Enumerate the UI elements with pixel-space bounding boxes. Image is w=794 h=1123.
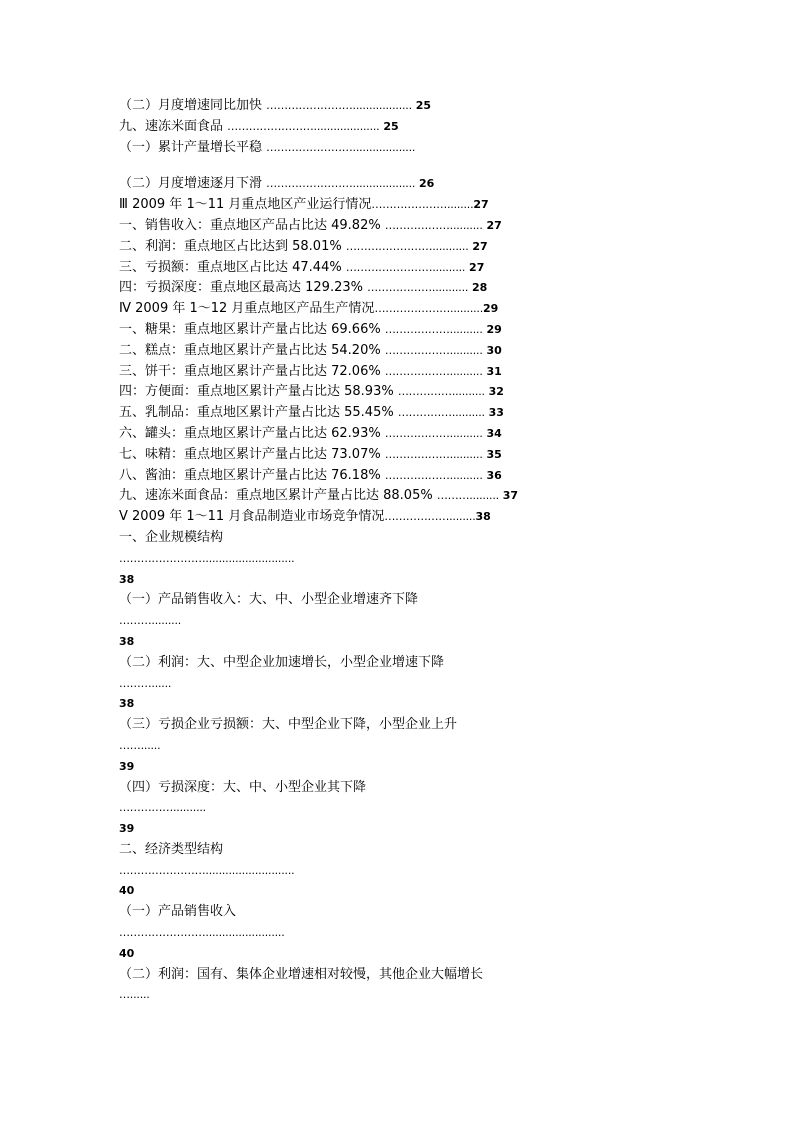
toc-entry-leader: ………………..........	[384, 364, 483, 378]
toc-entry-title: 三、亏损额：重点地区占比达 47.44%	[119, 259, 346, 275]
toc-entry-page-number: 39	[119, 822, 135, 836]
toc-entry	[119, 528, 699, 549]
toc-entry-leader: ………………..........	[384, 343, 483, 357]
toc-entry-title: 三、饼干：重点地区累计产量占比达 72.06%	[119, 363, 385, 379]
toc-entry-page-number: 38	[119, 634, 135, 648]
toc-entry-page-number: 34	[482, 426, 502, 440]
toc-entry	[119, 362, 699, 383]
toc-entry-leader: …......	[119, 988, 150, 1002]
toc-entry-title: （二）利润：国有、集体企业增速相对较慢，其他企业大幅增长	[119, 966, 484, 982]
toc-entry-page-number: 39	[119, 759, 135, 773]
toc-entry	[119, 507, 699, 528]
toc-entry	[119, 403, 699, 424]
toc-entry	[119, 590, 699, 611]
toc-entry	[119, 445, 699, 466]
toc-entry	[119, 840, 699, 861]
toc-entry	[119, 341, 699, 362]
toc-entry	[119, 736, 699, 757]
toc-entry-page-number: 32	[484, 385, 504, 399]
toc-entry-leader: ………………..........	[384, 218, 483, 232]
toc-entry-page-number: 30	[482, 343, 502, 357]
toc-entry-leader: ………………...........	[367, 281, 469, 295]
toc-entry-leader: ……….........	[436, 489, 499, 503]
toc-entry	[119, 778, 699, 799]
toc-entry-leader: ……………………...........................	[119, 551, 295, 565]
toc-entry	[119, 466, 699, 487]
toc-entry-page-number: 36	[482, 468, 502, 482]
toc-entry-leader: ……………………...........................	[119, 863, 295, 877]
toc-entry-leader: ………………..........	[384, 447, 483, 461]
toc-entry-title: 八、酱油：重点地区累计产量占比达 76.18%	[119, 467, 385, 483]
toc-entry-title: 二、经济类型结构	[119, 841, 224, 857]
toc-entry-leader: ……….........	[119, 614, 182, 628]
toc-entry-leader: ………………..........	[384, 426, 483, 440]
toc-entry	[119, 944, 699, 965]
toc-entry-leader: ………………........	[384, 510, 476, 524]
toc-entry-title: 一、销售收入：重点地区产品占比达 49.82%	[119, 217, 385, 233]
toc-entry-page-number: 27	[468, 239, 488, 253]
toc-entry-leader: ………......	[119, 676, 172, 690]
toc-entry-page-number: 40	[119, 884, 135, 898]
toc-entry	[119, 258, 699, 279]
toc-entry-page-number: 25	[411, 99, 432, 112]
toc-entry-title: （二）月度增速同比加快	[119, 98, 267, 113]
toc-entry-page-number: 38	[119, 572, 135, 586]
toc-entry	[119, 96, 699, 117]
toc-entry-page-number: 26	[415, 177, 435, 191]
toc-entry	[119, 486, 699, 507]
toc-entry	[119, 138, 699, 159]
toc-entry-leader: ……......	[119, 738, 161, 752]
toc-entry	[119, 632, 699, 653]
toc-entry-leader: ……………..........	[119, 801, 206, 815]
toc-entry	[119, 653, 699, 674]
toc-entry	[119, 674, 699, 695]
toc-entry-page-number: 35	[482, 447, 502, 461]
toc-entry	[119, 549, 699, 570]
toc-entry-title: 六、罐头：重点地区累计产量占比达 62.93%	[119, 425, 385, 441]
toc-entry-title: 九、速冻米面食品	[119, 118, 228, 134]
toc-entry-page-number: 33	[484, 406, 504, 420]
toc-entry-leader: ……………………........................	[119, 926, 285, 940]
toc-entry-page-number: 40	[119, 946, 135, 960]
toc-entry-title: 二、糕点：重点地区累计产量占比达 54.20%	[119, 342, 385, 358]
toc-entry-title: 九、速冻米面食品：重点地区累计产量占比达 88.05%	[119, 488, 437, 504]
toc-entry-leader: ………………..........	[384, 322, 483, 336]
toc-entry-title: 五、乳制品：重点地区累计产量占比达 55.45%	[119, 405, 398, 421]
toc-entry-leader: …………………..........	[374, 302, 484, 316]
toc-entry-title: 二、利润：重点地区占比达到 58.01%	[119, 238, 346, 254]
toc-entry-leader: ……………………...................	[266, 177, 416, 191]
toc-entry	[119, 278, 699, 299]
toc-entry	[119, 195, 699, 216]
toc-entry	[119, 382, 699, 403]
toc-entry	[119, 881, 699, 902]
toc-entry-title: （三）亏损企业亏损额：大、中型企业下降，小型企业上升	[119, 717, 458, 733]
toc-entry-leader: ……………………..................	[266, 99, 412, 112]
toc-entry-page-number: 38	[119, 697, 135, 711]
toc-entry-title: 一、糖果：重点地区累计产量占比达 69.66%	[119, 321, 385, 337]
toc-entry-title: （一）产品销售收入：大、中、小型企业增速齐下降	[119, 592, 419, 608]
toc-entry-title: 四：亏损深度：重点地区最高达 129.23%	[119, 280, 368, 296]
toc-entry	[119, 715, 699, 736]
toc-entry-page-number: 25	[379, 119, 399, 133]
toc-entry	[119, 902, 699, 923]
toc-entry-title: （四）亏损深度：大、中、小型企业其下降	[119, 779, 367, 795]
toc-entry	[119, 923, 699, 944]
toc-entry-title: （一）产品销售收入	[119, 904, 237, 920]
toc-entry-title: Ⅲ 2009 年 1～11 月重点地区产业运行情况	[119, 197, 372, 213]
toc-entry-title: （二）月度增速逐月下滑	[119, 176, 267, 192]
toc-entry-leader: ……………………..........	[345, 260, 466, 274]
toc-entry-page-number: 28	[468, 281, 488, 295]
toc-entry-page-number: 29	[483, 302, 499, 316]
toc-entry-page-number: 27	[482, 218, 502, 232]
toc-entry-leader: ……………..........	[397, 406, 485, 420]
toc-entry-page-number: 37	[498, 489, 519, 503]
toc-entry-title: 一、企业规模结构	[119, 529, 224, 545]
toc-entry	[119, 299, 699, 320]
toc-entry	[119, 570, 699, 591]
toc-entry-page-number: 27	[465, 260, 485, 274]
toc-entry-page-number: 29	[482, 322, 502, 336]
toc-entry	[119, 965, 699, 986]
toc-entry-leader: ……………………....................	[227, 119, 380, 133]
toc-entry	[119, 861, 699, 882]
toc-entry	[119, 424, 699, 445]
toc-entry-title: 四：方便面：重点地区累计产量占比达 58.93%	[119, 384, 398, 400]
toc-entry-leader: ………………..........	[384, 468, 483, 482]
toc-entry-leader: ……………………...................	[266, 140, 416, 154]
toc-entry-title: （一）累计产量增长平稳	[119, 139, 267, 155]
toc-entry-title: （二）利润：大、中型企业加速增长，小型企业增速下降	[119, 654, 445, 670]
toc-spacer	[119, 158, 699, 174]
toc-entry	[119, 320, 699, 341]
toc-entry	[119, 798, 699, 819]
toc-entry	[119, 174, 699, 195]
toc-entry	[119, 819, 699, 840]
toc-entry-page-number: 31	[482, 364, 502, 378]
toc-entry	[119, 757, 699, 778]
toc-entry-title: 七、味精：重点地区累计产量占比达 73.07%	[119, 446, 385, 462]
toc-entry	[119, 611, 699, 632]
table-of-contents	[119, 96, 699, 1006]
toc-entry-title: Ⅴ 2009 年 1～11 月食品制造业市场竞争情况	[119, 509, 385, 525]
toc-entry	[119, 694, 699, 715]
toc-entry-page-number: 27	[473, 198, 489, 212]
toc-entry	[119, 237, 699, 258]
toc-entry-leader: …………………........	[371, 198, 474, 212]
toc-entry-title: Ⅳ 2009 年 1～12 月重点地区产品生产情况	[119, 301, 375, 317]
toc-entry-leader: ……………..........	[397, 385, 485, 399]
toc-entry-page-number: 38	[475, 510, 491, 524]
toc-entry	[119, 117, 699, 138]
toc-entry	[119, 985, 699, 1006]
toc-entry-leader: ……………………...........	[345, 239, 469, 253]
toc-entry	[119, 216, 699, 237]
